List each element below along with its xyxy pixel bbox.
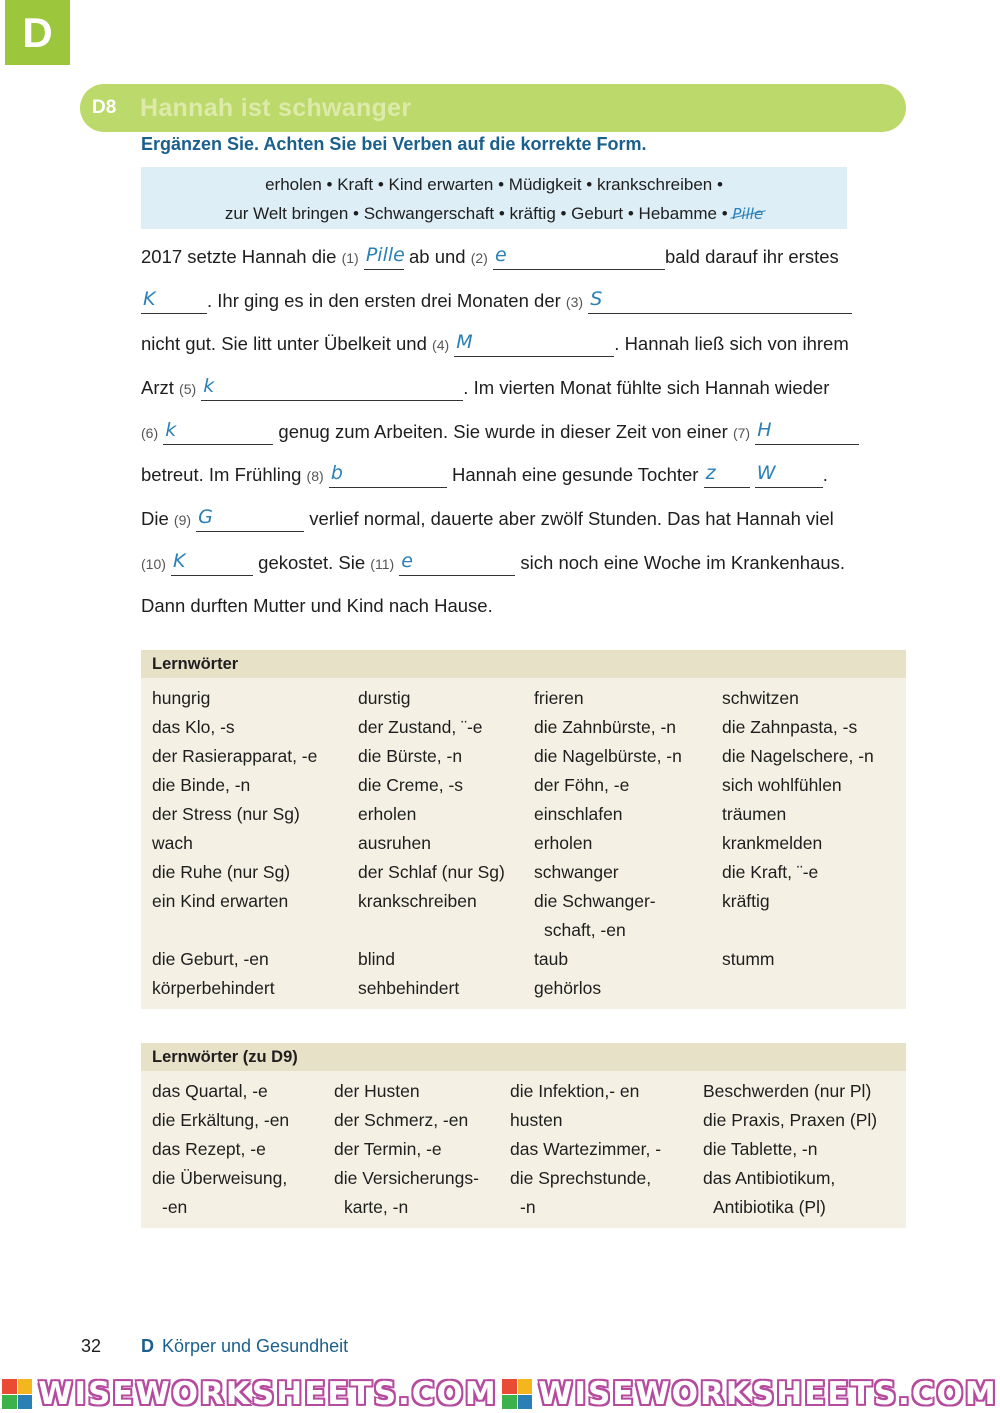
gap-hint: k [203, 375, 215, 397]
gap-hint: W [756, 462, 776, 484]
vocab-word: der Husten [334, 1081, 420, 1101]
vocab-word [152, 916, 358, 945]
vocab-word: der Termin, -e [334, 1139, 442, 1159]
gap-number: (6) [141, 425, 159, 441]
vocab-word: die Praxis, Praxen (Pl) [703, 1110, 878, 1130]
gap-number: (1) [341, 250, 359, 266]
vocab-word: sich wohlfühlen [722, 775, 842, 795]
text-segment: . Ihr ging es in den ersten drei Monaten der [207, 290, 566, 311]
vocab-word: das Antibiotikum, [703, 1168, 836, 1188]
vocab-word: die Sprechstunde, [510, 1168, 652, 1188]
watermark-item [502, 1376, 998, 1412]
vocab-word: taub [534, 949, 569, 969]
vocab-word: erholen [534, 833, 593, 853]
gap-hint: e [401, 550, 413, 572]
text-line-4 [141, 373, 829, 403]
struck-word: Pille [732, 205, 764, 223]
vocab-word: träumen [722, 804, 787, 824]
text-segment: bald darauf ihr erstes [664, 246, 839, 267]
vocab-word: der Schmerz, -en [334, 1110, 469, 1130]
vocab-word: einschlafen [534, 804, 623, 824]
vocab-word: die Geburt, -en [152, 949, 269, 969]
gap-number: (9) [173, 512, 192, 528]
text-line-3 [141, 329, 849, 359]
text-segment: Arzt [141, 377, 180, 398]
gap-8[interactable] [329, 461, 447, 488]
text-segment: Die [141, 508, 174, 529]
section-number: D8 [92, 97, 117, 118]
gap-6[interactable] [163, 418, 273, 445]
vocab-word: die Creme, -s [358, 775, 464, 795]
watermark [0, 1375, 1000, 1413]
watermark-item [2, 1376, 498, 1412]
vocab-word: die Nagelschere, -n [722, 746, 874, 766]
gap-11[interactable] [399, 549, 515, 576]
gap-number: (11) [370, 556, 395, 572]
vocab-word: gehörlos [534, 978, 602, 998]
vocab-word: das Klo, -s [152, 717, 235, 737]
vocab-word: erholen [358, 804, 417, 824]
gap-hint: M [456, 331, 473, 353]
gap-10[interactable] [171, 549, 253, 576]
vocab-word: die Versicherungs- [334, 1168, 479, 1188]
text-line-8 [141, 548, 845, 578]
word-bank-line-2 [141, 199, 847, 229]
text-segment: Hannah eine gesunde Tochter [446, 464, 704, 485]
text-line-1 [141, 242, 839, 272]
gap-hint: e [494, 244, 507, 266]
vocab-word: stumm [722, 949, 775, 969]
text-segment: gekostet. Sie [253, 552, 371, 573]
gap-8b[interactable] [704, 461, 750, 488]
text-segment: 2017 setzte Hannah die [141, 246, 342, 267]
vocab-word: körperbehindert [152, 978, 275, 998]
vocab-word: die Überweisung, [152, 1168, 288, 1188]
vocab-word: ausruhen [358, 833, 431, 853]
vocab-word: -en [162, 1197, 188, 1217]
vocab-word: schaft, -en [544, 920, 626, 940]
vocab-word: die Schwanger- [534, 891, 656, 911]
chapter-tab: D [5, 0, 70, 65]
section-header [80, 84, 906, 132]
vocab-box-1-grid [141, 678, 906, 1009]
vocab-word: blind [358, 949, 395, 969]
text-line-9 [141, 591, 493, 621]
watermark-logo-icon [502, 1379, 532, 1409]
vocab-word: schwitzen [722, 688, 799, 708]
vocab-word: das Wartezimmer, - [510, 1139, 662, 1159]
vocab-word: die Zahnpasta, -s [722, 717, 858, 737]
gap-number: (10) [141, 556, 166, 572]
section-title: Hannah ist schwanger [140, 93, 412, 122]
vocab-word [722, 974, 912, 1003]
vocab-word [358, 916, 534, 945]
vocab-word: -n [520, 1197, 536, 1217]
text-line-6 [141, 460, 828, 490]
gap-hint: z [705, 462, 716, 484]
text-segment: ab und [403, 246, 471, 267]
vocab-word: frieren [534, 688, 584, 708]
gap-2b[interactable] [141, 287, 207, 314]
gap-8c[interactable] [755, 461, 823, 488]
vocab-box-2-grid [141, 1071, 906, 1228]
vocab-word: die Tablette, -n [703, 1139, 818, 1159]
vocab-word: schwanger [534, 862, 619, 882]
vocab-word: husten [510, 1110, 563, 1130]
footer-chapter [141, 1336, 348, 1357]
vocab-word: die Ruhe (nur Sg) [152, 862, 291, 882]
watermark-logo-icon [2, 1379, 32, 1409]
footer-chapter-letter: D [141, 1336, 154, 1356]
vocab-word: der Rasierapparat, -e [152, 746, 318, 766]
vocab-box-2-title: Lernwörter (zu D9) [141, 1043, 906, 1071]
gap-9[interactable] [196, 505, 304, 532]
vocab-word: krankschreiben [358, 891, 477, 911]
gap-hint: G [198, 506, 213, 528]
vocab-word: der Föhn, -e [534, 775, 630, 795]
vocab-word: Beschwerden (nur Pl) [703, 1081, 872, 1101]
vocab-word: kräftig [722, 891, 770, 911]
gap-hint: S [590, 288, 603, 310]
vocab-word: krankmelden [722, 833, 823, 853]
vocab-word: der Schlaf (nur Sg) [358, 862, 505, 882]
text-line-5 [141, 417, 859, 447]
text-segment: . Im vierten Monat fühlte sich Hannah wieder [463, 377, 830, 398]
text-segment: Dann durften Mutter und Kind nach Hause. [141, 595, 493, 616]
vocab-word: ein Kind erwarten [152, 891, 289, 911]
exercise-instruction: Ergänzen Sie. Achten Sie bei Verben auf die korrekte Form. [141, 134, 647, 154]
vocab-word: durstig [358, 688, 411, 708]
text-line-2 [141, 286, 852, 316]
gap-hint: H [757, 419, 772, 441]
gap-number: (8) [306, 468, 324, 484]
word-bank [141, 167, 847, 229]
vocab-word: die Binde, -n [152, 775, 251, 795]
vocab-word: die Nagelbürste, -n [534, 746, 682, 766]
gap-hint: K [173, 550, 186, 572]
gap-5[interactable] [201, 374, 463, 401]
footer-chapter-title: Körper und Gesundheit [162, 1336, 349, 1356]
page-number: 32 [81, 1336, 102, 1356]
text-segment: betreut. Im Frühling [141, 464, 307, 485]
word-bank-line-1: erholen • Kraft • Kind erwarten • Müdigkeit • krankschreiben • [265, 175, 723, 194]
vocab-box-1-title: Lernwörter [141, 650, 906, 678]
vocab-word: die Kraft, ¨-e [722, 862, 819, 882]
gap-hint: K [143, 288, 156, 310]
gap-number: (3) [565, 294, 584, 310]
text-segment: . Hannah ließ sich von ihrem [614, 333, 849, 354]
word-bank-line-2-text: zur Welt bringen • Schwangerschaft • kräftig • Geburt • Hebamme • [224, 204, 728, 223]
vocab-box-2 [141, 1043, 906, 1228]
text-line-7 [141, 504, 834, 534]
text-segment: sich noch eine Woche im Krankenhaus. [515, 552, 846, 573]
watermark-text: WISEWORKSHEETS.COM [38, 1376, 498, 1412]
vocab-word: der Zustand, ¨-e [358, 717, 483, 737]
vocab-word: der Stress (nur Sg) [152, 804, 300, 824]
gap-number: (7) [732, 425, 751, 441]
vocab-word: die Bürste, -n [358, 746, 463, 766]
gap-number: (5) [179, 381, 197, 397]
vocab-word: karte, -n [344, 1197, 409, 1217]
vocab-word: die Infektion,- en [510, 1081, 640, 1101]
vocab-word: die Zahnbürste, -n [534, 717, 677, 737]
gap-1[interactable] [364, 243, 404, 270]
gap-number: (2) [470, 250, 488, 266]
vocab-word: wach [152, 833, 193, 853]
watermark-text: WISEWORKSHEETS.COM [538, 1376, 998, 1412]
text-segment: nicht gut. Sie litt unter Übelkeit und [141, 333, 433, 354]
vocab-box-1 [141, 650, 906, 1009]
vocab-word: die Erkältung, -en [152, 1110, 290, 1130]
vocab-word: das Quartal, -e [152, 1081, 268, 1101]
vocab-word: hungrig [152, 688, 211, 708]
text-segment: genug zum Arbeiten. Sie wurde in dieser Zeit von einer [273, 421, 733, 442]
vocab-word: sehbehindert [358, 978, 460, 998]
gap-hint: k [165, 419, 177, 441]
gap-2[interactable] [493, 243, 665, 270]
vocab-word [722, 916, 912, 945]
gap-3[interactable] [588, 287, 852, 314]
text-segment: . [822, 464, 828, 485]
gap-hint: Pille [365, 244, 405, 266]
vocab-word: Antibiotika (Pl) [713, 1197, 826, 1217]
gap-number: (4) [432, 337, 450, 353]
vocab-word: das Rezept, -e [152, 1139, 266, 1159]
gap-hint: b [330, 462, 343, 484]
text-segment: verlief normal, dauerte aber zwölf Stunden. Das hat Hannah viel [304, 508, 834, 529]
gap-7[interactable] [755, 418, 859, 445]
gap-4[interactable] [454, 330, 614, 357]
